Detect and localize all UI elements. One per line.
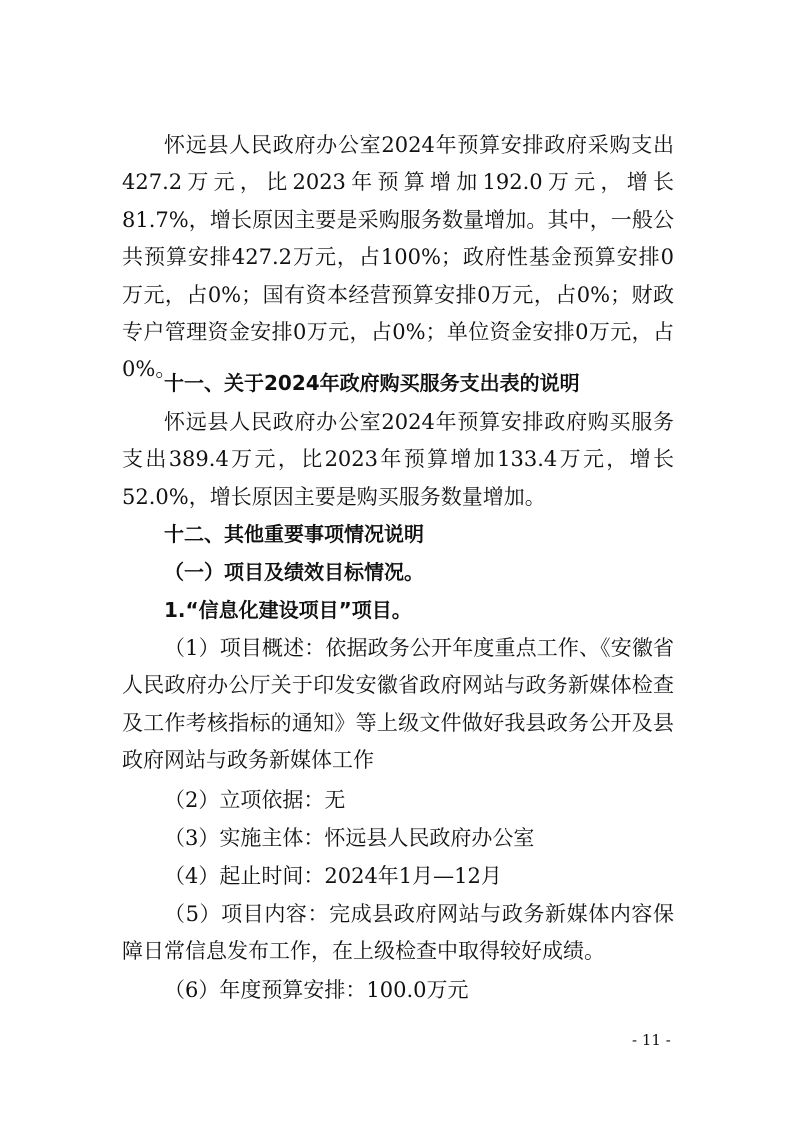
paragraph-procurement: 怀远县人民政府办公室2024年预算安排政府采购支出427.2万元，比2023年预算增加192.0万元，增长81.7%，增长原因主要是采购服务数量增加。其中，一般公共预算安排427.2万元，占100%；政府性基金预算安排0万元，占0%；国有资本经营预算安排0万元，占0%；财政专户管理资金安排0万元，占0%；单位资金安排0万元，占0%。 bbox=[122, 133, 674, 382]
item-budget: （6）年度预算安排：100.0万元 bbox=[164, 978, 469, 1002]
item-implementer: （3）实施主体：怀远县人民政府办公室 bbox=[164, 826, 535, 850]
page-number: - 11 - bbox=[632, 1031, 671, 1049]
item-basis: （2）立项依据：无 bbox=[164, 788, 346, 812]
paragraph-service-purchase: 怀远县人民政府办公室2024年预算安排政府购买服务支出389.4万元，比2023年预算增加133.4万元，增长52.0%，增长原因主要是购买服务数量增加。 bbox=[122, 410, 674, 509]
subsection-heading-1: （一）项目及绩效目标情况。 bbox=[164, 560, 424, 584]
item-overview: （1）项目概述：依据政务公开年度重点工作、《安徽省人民政府办公厅关于印发安徽省政府网站与政务新媒体检查及工作考核指标的通知》等上级文件做好我县政务公开及县政府网站与政务新媒体工作 bbox=[122, 636, 674, 773]
section-heading-12: 十二、其他重要事项情况说明 bbox=[164, 522, 424, 546]
project-heading: 1.“信息化建设项目”项目。 bbox=[164, 598, 412, 622]
item-content: （5）项目内容：完成县政府网站与政务新媒体内容保障日常信息发布工作，在上级检查中取得较好成绩。 bbox=[122, 902, 674, 964]
section-heading-11: 十一、关于2024年政府购买服务支出表的说明 bbox=[164, 371, 580, 395]
item-period: （4）起止时间：2024年1月—12月 bbox=[164, 864, 502, 888]
